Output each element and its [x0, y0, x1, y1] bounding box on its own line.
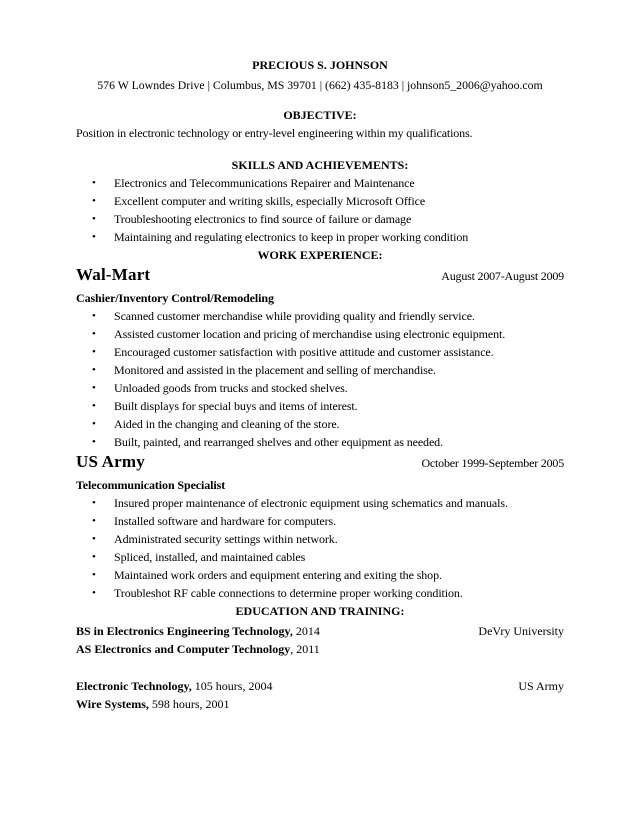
spacer [76, 658, 564, 677]
education-heading: EDUCATION AND TRAINING: [235, 604, 405, 618]
employer-name: US Army [76, 452, 145, 471]
list-item: • Encouraged customer satisfaction with positive attitude and customer assistance. [92, 345, 494, 359]
bullet-icon: • [92, 400, 96, 412]
list-item: • Administrated security settings within network. [92, 532, 338, 546]
list-item: • Insured proper maintenance of electronic equipment using schematics and manuals. [92, 496, 508, 510]
employer-name: Wal-Mart [76, 265, 151, 284]
job-title: Cashier/Inventory Control/Remodeling [76, 291, 274, 305]
objective-heading: OBJECTIVE: [283, 108, 357, 122]
institution: US Army [518, 679, 564, 693]
bullet-icon: • [92, 364, 96, 376]
job-dates: August 2007-August 2009 [441, 269, 564, 283]
degree-detail: , 2011 [290, 642, 320, 656]
list-item: • Excellent computer and writing skills, especially Microsoft Office [92, 194, 426, 208]
skills-list [76, 174, 564, 246]
training-entry [76, 695, 564, 713]
bullet-icon: • [92, 310, 96, 322]
list-item: • Maintained work orders and equipment entering and exiting the shop. [92, 568, 442, 582]
training-detail: 105 hours, 2004 [191, 679, 273, 693]
work-heading: WORK EXPERIENCE: [257, 248, 383, 262]
training-entry [76, 677, 564, 695]
bullet-icon: • [92, 195, 96, 207]
degree-name: BS in Electronics Engineering Technology, [76, 624, 293, 638]
list-item: • Assisted customer location and pricing of merchandise using electronic equipment. [92, 327, 506, 341]
skills-heading: SKILLS AND ACHIEVEMENTS: [231, 158, 409, 172]
degree-name: AS Electronics and Computer Technology [76, 642, 291, 656]
bullet-icon: • [92, 533, 96, 545]
list-item: • Scanned customer merchandise while providing quality and friendly service. [92, 309, 475, 323]
bullet-icon: • [92, 587, 96, 599]
education-entry [76, 640, 564, 658]
candidate-name: PRECIOUS S. JOHNSON [252, 58, 388, 72]
degree-detail: 2014 [292, 624, 320, 638]
list-item: • Aided in the changing and cleaning of the store. [92, 417, 340, 431]
training-name: Electronic Technology, [76, 679, 192, 693]
job-dates: October 1999-September 2005 [421, 456, 564, 470]
contact-line: 576 W Lowndes Drive | Columbus, MS 39701 | (662) 435-8183 | johnson5_2006@yahoo.com [97, 78, 543, 92]
bullet-icon: • [92, 177, 96, 189]
bullet-icon: • [92, 436, 96, 448]
list-item: • Troubleshooting electronics to find source of failure or damage [92, 212, 412, 226]
bullet-icon: • [92, 213, 96, 225]
job-header [76, 266, 564, 288]
education-entry [76, 622, 564, 640]
bullet-icon: • [92, 497, 96, 509]
bullet-icon: • [92, 418, 96, 430]
bullet-icon: • [92, 515, 96, 527]
list-item: • Spliced, installed, and maintained cables [92, 550, 306, 564]
training-detail: 598 hours, 2001 [148, 697, 230, 711]
bullet-icon: • [92, 569, 96, 581]
list-item: • Electronics and Telecommunications Repairer and Maintenance [92, 176, 415, 190]
bullet-icon: • [92, 551, 96, 563]
job-duties-list [76, 494, 564, 602]
list-item: • Monitored and assisted in the placement and selling of merchandise. [92, 363, 436, 377]
list-item: • Troubleshot RF cable connections to determine proper working condition. [92, 586, 463, 600]
bullet-icon: • [92, 346, 96, 358]
training-name: Wire Systems, [76, 697, 149, 711]
bullet-icon: • [92, 328, 96, 340]
job-header [76, 453, 564, 475]
list-item: • Installed software and hardware for computers. [92, 514, 336, 528]
job-duties-list [76, 307, 564, 451]
list-item: • Built displays for special buys and items of interest. [92, 399, 358, 413]
list-item: • Maintaining and regulating electronics to keep in proper working condition [92, 230, 469, 244]
list-item: • Unloaded goods from trucks and stocked shelves. [92, 381, 348, 395]
objective-text: Position in electronic technology or entry-level engineering within my qualifications. [76, 126, 473, 140]
job-title: Telecommunication Specialist [76, 478, 226, 492]
list-item: • Built, painted, and rearranged shelves and other equipment as needed. [92, 435, 443, 449]
institution: DeVry University [478, 624, 564, 638]
bullet-icon: • [92, 382, 96, 394]
bullet-icon: • [92, 231, 96, 243]
